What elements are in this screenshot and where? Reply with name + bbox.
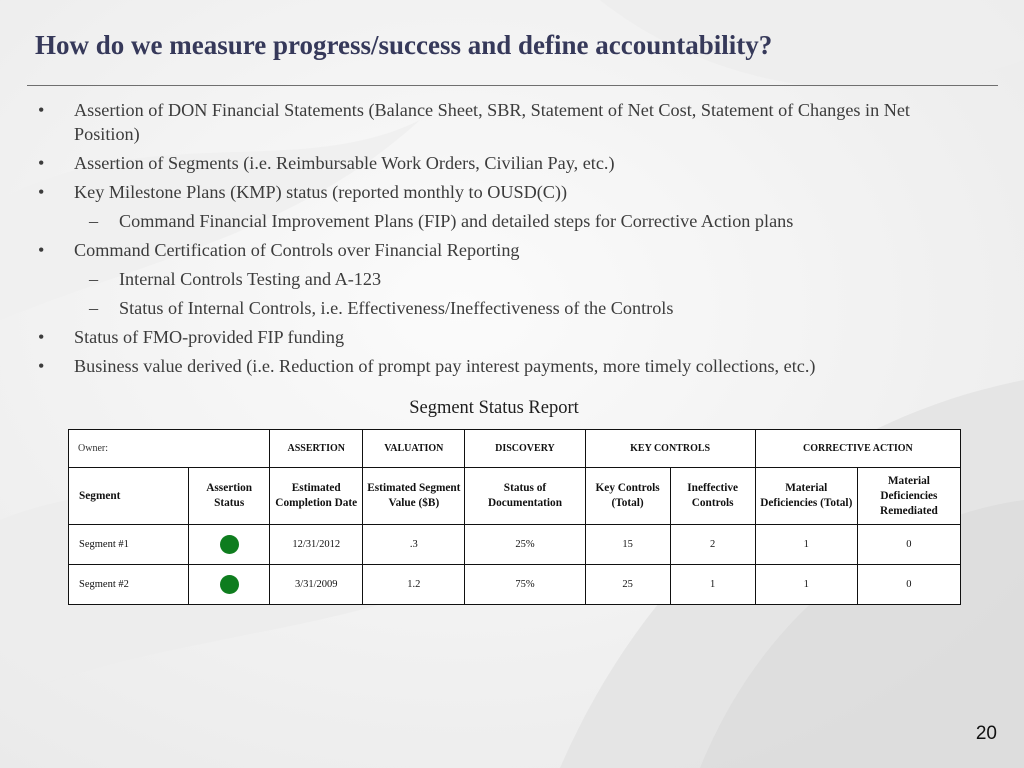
cell-key-controls: 25 bbox=[585, 565, 670, 605]
cell-segment: Segment #2 bbox=[69, 565, 189, 605]
bullet-item bbox=[36, 180, 966, 204]
bullet-marker-icon: • bbox=[38, 327, 45, 347]
bullet-text: Internal Controls Testing and A-123 bbox=[119, 269, 382, 289]
dash-marker-icon: – bbox=[89, 269, 99, 289]
header-material-def-total: Material Deficiencies (Total) bbox=[755, 468, 857, 525]
category-header-row bbox=[69, 430, 961, 468]
bullet-item bbox=[36, 325, 966, 349]
table-row bbox=[69, 565, 961, 605]
segment-status-table bbox=[68, 429, 961, 605]
bullet-marker-icon: • bbox=[38, 153, 45, 173]
bullet-item bbox=[36, 98, 966, 146]
bullet-marker-icon: • bbox=[38, 182, 45, 202]
sub-bullet-item bbox=[36, 296, 966, 320]
header-est-completion-date: Estimated Completion Date bbox=[270, 468, 363, 525]
bullet-text: Assertion of Segments (i.e. Reimbursable Work Orders, Civilian Pay, etc.) bbox=[74, 153, 615, 173]
dash-marker-icon: – bbox=[89, 211, 99, 231]
bullet-text: Command Financial Improvement Plans (FIP) and detailed steps for Corrective Action plans bbox=[119, 211, 794, 231]
bullet-text: Command Certification of Controls over Financial Reporting bbox=[74, 240, 520, 260]
bullet-marker-icon: • bbox=[38, 100, 45, 120]
category-assertion: ASSERTION bbox=[270, 430, 363, 468]
bullet-item bbox=[36, 238, 966, 262]
cell-documentation: 25% bbox=[465, 525, 585, 565]
sub-bullet-item bbox=[36, 267, 966, 291]
cell-date: 12/31/2012 bbox=[270, 525, 363, 565]
cell-ineffective: 2 bbox=[670, 525, 755, 565]
bullet-marker-icon: • bbox=[38, 356, 45, 376]
table-row bbox=[69, 525, 961, 565]
table-caption: Segment Status Report bbox=[409, 398, 579, 418]
title-divider bbox=[27, 85, 998, 86]
category-valuation: VALUATION bbox=[363, 430, 465, 468]
cell-material-remediated: 0 bbox=[857, 525, 960, 565]
cell-assertion-status bbox=[189, 525, 270, 565]
bullet-text: Status of Internal Controls, i.e. Effectiveness/Ineffectiveness of the Controls bbox=[119, 298, 674, 318]
bullet-text: Key Milestone Plans (KMP) status (reported monthly to OUSD(C)) bbox=[74, 182, 568, 202]
header-material-def-remediated: Material Deficiencies Remediated bbox=[857, 468, 960, 525]
sub-bullet-item bbox=[36, 209, 966, 233]
cell-material-total: 1 bbox=[755, 525, 857, 565]
bullet-marker-icon: • bbox=[38, 240, 45, 260]
header-assertion-status: Assertion Status bbox=[189, 468, 270, 525]
owner-label: Owner: bbox=[69, 430, 270, 468]
cell-date: 3/31/2009 bbox=[270, 565, 363, 605]
header-est-segment-value: Estimated Segment Value ($B) bbox=[363, 468, 465, 525]
cell-value: .3 bbox=[363, 525, 465, 565]
cell-material-total: 1 bbox=[755, 565, 857, 605]
header-key-controls-total: Key Controls (Total) bbox=[585, 468, 670, 525]
cell-documentation: 75% bbox=[465, 565, 585, 605]
bullet-item bbox=[36, 151, 966, 175]
bullet-text: Business value derived (i.e. Reduction of prompt pay interest payments, more timely collections, etc.) bbox=[74, 356, 816, 376]
cell-key-controls: 15 bbox=[585, 525, 670, 565]
page-number: 20 bbox=[975, 723, 997, 744]
column-header-row bbox=[69, 468, 961, 525]
category-discovery: DISCOVERY bbox=[465, 430, 585, 468]
header-status-documentation: Status of Documentation bbox=[465, 468, 585, 525]
category-key-controls: KEY CONTROLS bbox=[585, 430, 755, 468]
bullet-text: Status of FMO-provided FIP funding bbox=[74, 327, 345, 347]
cell-ineffective: 1 bbox=[670, 565, 755, 605]
cell-assertion-status bbox=[189, 565, 270, 605]
category-corrective-action: CORRECTIVE ACTION bbox=[755, 430, 960, 468]
status-green-dot-icon bbox=[220, 535, 239, 554]
status-green-dot-icon bbox=[220, 575, 239, 594]
bullet-item bbox=[36, 354, 966, 378]
slide-title: How do we measure progress/success and define accountability? bbox=[35, 30, 773, 60]
dash-marker-icon: – bbox=[89, 298, 99, 318]
cell-segment: Segment #1 bbox=[69, 525, 189, 565]
bullet-text: Assertion of DON Financial Statements (Balance Sheet, SBR, Statement of Net Cost, Statement of Changes in Net Position) bbox=[74, 100, 910, 144]
cell-material-remediated: 0 bbox=[857, 565, 960, 605]
bullet-list bbox=[36, 98, 966, 383]
header-segment: Segment bbox=[69, 468, 189, 525]
cell-value: 1.2 bbox=[363, 565, 465, 605]
header-ineffective-controls: Ineffective Controls bbox=[670, 468, 755, 525]
